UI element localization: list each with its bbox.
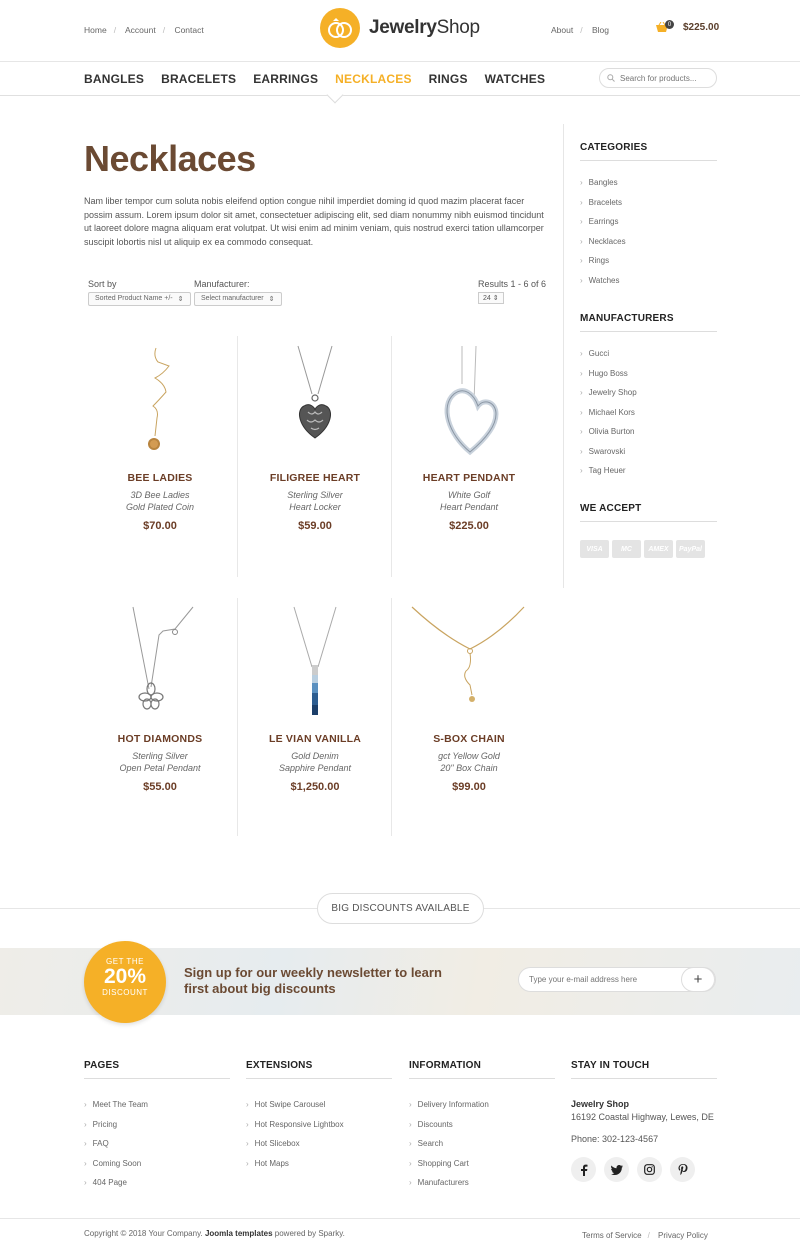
categories-list	[580, 178, 626, 295]
product-card[interactable]	[238, 605, 392, 793]
footer-link[interactable]: › Discounts	[409, 1119, 453, 1129]
divider	[580, 160, 717, 161]
about-link[interactable]: About	[551, 25, 574, 35]
we-accept-heading: WE ACCEPT	[580, 503, 642, 514]
sort-control	[88, 279, 191, 306]
divider	[84, 1078, 230, 1079]
product-price: $59.00	[298, 520, 332, 532]
chevron-right-icon: ›	[580, 388, 583, 397]
nav-item-rings[interactable]: RINGS	[428, 72, 468, 86]
chevron-right-icon: ›	[246, 1158, 249, 1168]
manufacturer-item[interactable]: › Hugo Boss	[580, 368, 628, 378]
footer-link[interactable]: › Hot Responsive Lightbox	[246, 1119, 344, 1129]
search-box[interactable]	[599, 68, 717, 88]
product-image[interactable]	[238, 344, 392, 464]
nav-item-bangles[interactable]: BANGLES	[84, 72, 145, 86]
manufacturer-item[interactable]: › Gucci	[580, 349, 610, 358]
chevron-right-icon: ›	[409, 1158, 412, 1168]
category-item[interactable]: › Bangles	[580, 178, 618, 187]
footer-link[interactable]: › Hot Slicebox	[246, 1139, 300, 1148]
results-count: Results 1 - 6 of 6	[478, 279, 547, 289]
chevron-right-icon: ›	[580, 368, 583, 378]
sort-label: Sort by	[88, 279, 117, 289]
product-name[interactable]: BEE LADIES	[127, 472, 193, 484]
chevron-right-icon: ›	[409, 1119, 412, 1129]
category-item[interactable]: › Earrings	[580, 217, 619, 226]
cart-button[interactable]	[655, 22, 719, 33]
manufacturer-item[interactable]: › Tag Heuer	[580, 466, 626, 475]
brand-name: JewelryShop	[369, 17, 480, 38]
footer-pages-list	[84, 1100, 148, 1198]
joomla-templates-link[interactable]: Joomla templates	[204, 1229, 273, 1238]
cart-total: $225.00	[683, 22, 720, 33]
divider	[409, 1078, 555, 1079]
discount-badge: GET THE 20% DISCOUNT	[84, 941, 166, 1023]
chevron-right-icon: ›	[580, 275, 583, 285]
rings-icon	[320, 8, 360, 48]
manufacturer-item[interactable]: › Olivia Burton	[580, 427, 635, 436]
product-description: White Golf Heart Pendant	[439, 490, 499, 512]
chevron-right-icon: ›	[580, 178, 583, 187]
product-description: Sterling Silver Heart Locker	[287, 490, 343, 512]
chevron-right-icon: ›	[580, 256, 583, 265]
product-image[interactable]	[238, 605, 392, 725]
search-input[interactable]	[620, 74, 710, 83]
cart-count: 0	[665, 20, 674, 29]
product-card[interactable]	[392, 605, 546, 793]
footer-information-heading: INFORMATION	[409, 1060, 482, 1071]
chevron-right-icon: ›	[246, 1100, 249, 1109]
facebook-icon[interactable]	[571, 1157, 596, 1182]
social-links	[571, 1157, 695, 1182]
footer-link[interactable]: › Coming Soon	[84, 1158, 142, 1168]
product-price: $70.00	[143, 520, 177, 532]
category-item[interactable]: › Rings	[580, 256, 610, 265]
footer-link[interactable]: › FAQ	[84, 1139, 109, 1148]
contact-name: Jewelry Shop	[571, 1099, 630, 1109]
divider	[580, 331, 717, 332]
product-card[interactable]	[83, 344, 237, 532]
footer-link[interactable]: › Hot Maps	[246, 1158, 289, 1168]
footer-link[interactable]: › Hot Swipe Carousel	[246, 1100, 326, 1109]
product-description: gct Yellow Gold 20" Box Chain	[438, 751, 500, 773]
logo[interactable]	[320, 8, 480, 48]
product-card[interactable]	[238, 344, 392, 532]
manufacturers-heading: MANUFACTURERS	[580, 313, 674, 324]
product-image[interactable]	[83, 344, 237, 464]
nav-item-bracelets[interactable]: BRACELETS	[161, 72, 237, 86]
product-name[interactable]: S-BOX CHAIN	[433, 733, 505, 745]
divider	[580, 521, 717, 522]
nav-item-watches[interactable]: WATCHES	[484, 72, 546, 86]
contact-address: 16192 Coastal Highway, Lewes, DE	[571, 1112, 714, 1122]
newsletter-text: Sign up for our weekly newsletter to learn first about big discounts	[184, 965, 442, 996]
top-right-links: About / Blog	[551, 25, 609, 35]
select-arrow-icon: ⇕	[268, 296, 275, 303]
footer-divider	[0, 1218, 800, 1219]
chevron-right-icon: ›	[84, 1119, 87, 1129]
chevron-right-icon: ›	[409, 1139, 412, 1148]
manufacturer-item[interactable]: › Jewelry Shop	[580, 388, 637, 397]
nav-item-necklaces[interactable]: NECKLACES	[335, 72, 412, 86]
top-left-links: Home / Account / Contact	[84, 25, 204, 35]
nav-item-earrings[interactable]: EARRINGS	[253, 72, 319, 86]
instagram-icon[interactable]	[637, 1157, 662, 1182]
chevron-right-icon: ›	[580, 446, 583, 456]
sort-select[interactable]: Sorted Product Name +/- ⇕	[88, 292, 191, 306]
big-discounts-button[interactable]: BIG DISCOUNTS AVAILABLE	[317, 893, 484, 924]
chevron-right-icon: ›	[84, 1139, 87, 1148]
manufacturers-list	[580, 349, 637, 486]
product-image[interactable]	[392, 605, 546, 725]
product-price: $225.00	[449, 520, 489, 532]
visa-icon: VISA	[580, 540, 609, 558]
footer-link[interactable]: › Manufacturers	[409, 1178, 469, 1187]
footer-link[interactable]: › Shopping Cart	[409, 1158, 469, 1168]
chevron-right-icon: ›	[580, 217, 583, 226]
copyright: Copyright © 2018 Your Company. Joomla templates powered by Sparky.	[84, 1229, 345, 1238]
chevron-right-icon: ›	[84, 1158, 87, 1168]
manufacturer-select[interactable]: Select manufacturer ⇕	[194, 292, 282, 306]
category-item[interactable]: › Necklaces	[580, 236, 626, 246]
divider	[246, 1078, 392, 1079]
product-image[interactable]	[392, 344, 546, 464]
footer-link[interactable]: › Delivery Information	[409, 1100, 489, 1109]
category-item[interactable]: › Bracelets	[580, 197, 623, 207]
product-price: $1,250.00	[290, 781, 340, 793]
payment-cards	[580, 540, 705, 558]
category-description: Nam liber tempor cum soluta nobis eleifend option congue nihil imperdiet doming id quod mazim placerat facer possim assum. Lorem ipsum dolor sit amet, consectetuer adipiscing elit, sed diam nonummy nibh euismod tincidunt ut laoreet dolore magna aliquam erat volutpat. Ut wisi enim ad minim veniam, quis nostrud exerci tation ullamcorper suscipit lobortis nisl ut aliquip ex ea commodo consequat.	[84, 196, 544, 247]
blog-link[interactable]: Blog	[591, 25, 609, 35]
chevron-right-icon: ›	[84, 1178, 87, 1187]
contact-info	[571, 1098, 714, 1146]
newsletter-form	[518, 967, 716, 992]
product-price: $99.00	[452, 781, 486, 793]
chevron-right-icon: ›	[580, 197, 583, 207]
terms-link[interactable]: Terms of Service	[582, 1231, 642, 1240]
divider	[571, 1078, 717, 1079]
product-description: Gold Denim Sapphire Pendant	[278, 751, 352, 773]
contact-phone: Phone: 302-123-4567	[571, 1134, 659, 1144]
chevron-right-icon: ›	[84, 1100, 87, 1109]
mastercard-icon: MC	[612, 540, 641, 558]
search-icon	[607, 74, 615, 82]
subscribe-button[interactable]: +	[681, 967, 715, 992]
footer-information-list	[409, 1100, 489, 1198]
product-name[interactable]: HEART PENDANT	[422, 472, 516, 484]
chevron-right-icon: ›	[246, 1139, 249, 1148]
select-arrow-icon: ⇕	[177, 296, 184, 303]
manufacturer-item[interactable]: › Michael Kors	[580, 407, 635, 417]
footer-link[interactable]: › Pricing	[84, 1119, 118, 1129]
chevron-right-icon: ›	[580, 236, 583, 246]
home-link[interactable]: Home	[84, 25, 107, 35]
footer-extensions-heading: EXTENSIONS	[246, 1060, 313, 1071]
product-card[interactable]	[83, 605, 237, 793]
nav-items	[84, 72, 562, 86]
footer-link[interactable]: › Meet The Team	[84, 1100, 148, 1109]
sidebar-divider	[563, 124, 564, 588]
chevron-right-icon: ›	[580, 466, 583, 475]
manufacturer-label: Manufacturer:	[194, 279, 250, 289]
chevron-right-icon: ›	[580, 349, 583, 358]
page-title: Necklaces	[84, 138, 256, 179]
amex-icon: AMEX	[644, 540, 673, 558]
top-bar	[0, 0, 800, 62]
chevron-right-icon: ›	[580, 407, 583, 417]
contact-link[interactable]: Contact	[174, 25, 204, 35]
paypal-icon: PayPal	[676, 540, 705, 558]
footer-pages-heading: PAGES	[84, 1060, 120, 1071]
chevron-right-icon: ›	[409, 1178, 412, 1187]
results-control	[478, 279, 546, 304]
account-link[interactable]: Account	[124, 25, 156, 35]
email-input[interactable]	[529, 975, 679, 984]
product-description: Sterling Silver Open Petal Pendant	[119, 751, 201, 773]
manufacturer-control	[194, 279, 282, 306]
twitter-icon[interactable]	[604, 1157, 629, 1182]
footer-link[interactable]: › 404 Page	[84, 1178, 127, 1187]
footer-contact-heading: STAY IN TOUCH	[571, 1060, 650, 1071]
pinterest-icon[interactable]	[670, 1157, 695, 1182]
chevron-right-icon: ›	[580, 427, 583, 436]
manufacturer-item[interactable]: › Swarovski	[580, 446, 626, 456]
legal-links: Terms of Service / Privacy Policy	[582, 1231, 708, 1240]
categories-heading: CATEGORIES	[580, 142, 648, 153]
product-price: $55.00	[143, 781, 177, 793]
footer-link[interactable]: › Search	[409, 1139, 444, 1148]
chevron-right-icon: ›	[409, 1100, 412, 1109]
product-name[interactable]: LE VIAN VANILLA	[268, 733, 362, 745]
chevron-right-icon: ›	[246, 1119, 249, 1129]
product-card[interactable]	[392, 344, 546, 532]
privacy-link[interactable]: Privacy Policy	[658, 1231, 708, 1240]
footer-extensions-list	[246, 1100, 344, 1178]
product-name[interactable]: FILIGREE HEART	[269, 472, 361, 484]
per-page-select[interactable]: 24 ⇕	[478, 292, 504, 304]
product-image[interactable]	[83, 605, 237, 725]
category-item[interactable]: › Watches	[580, 275, 620, 285]
product-description: 3D Bee Ladies Gold Plated Coin	[125, 490, 195, 512]
product-name[interactable]: HOT DIAMONDS	[117, 733, 203, 745]
